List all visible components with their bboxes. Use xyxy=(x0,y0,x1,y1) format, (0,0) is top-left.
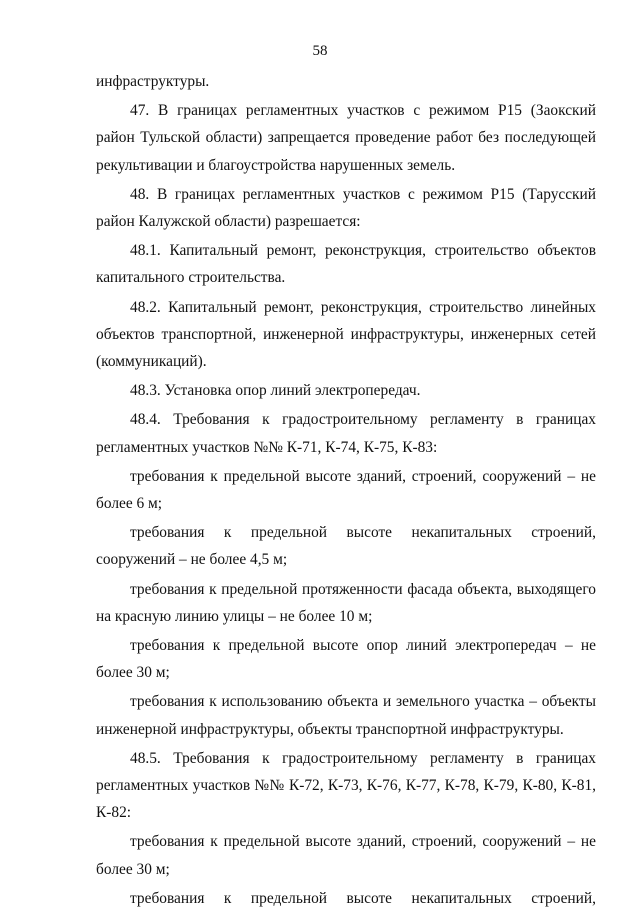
paragraph-48-2: 48.2. Капитальный ремонт, реконструкция, строительство линейных объектов транспортной, инженерной инфраструктуры, инженерных сетей (коммуникаций). xyxy=(96,298,596,371)
paragraph-47: 47. В границах регламентных участков с режимом Р15 (Заокский район Тульской области) запрещается проведение работ без последующей рекультивации и благоустройства нарушенных земель. xyxy=(96,102,596,174)
paragraph-48-1: 48.1. Капитальный ремонт, реконструкция, строительство объектов капитального строительства. xyxy=(96,242,596,287)
requirement-building-height: требования к предельной высоте зданий, строений, сооружений – не более 6 м; xyxy=(96,467,596,513)
requirement-temporary-height: требования к предельной высоте некапитальных строений, сооружений – не более 4,5 м; xyxy=(96,524,596,569)
requirement-land-use: требования к использованию объекта и земельного участка – объекты инженерной инфраструктуры, объекты транспортной инфраструктуры. xyxy=(96,693,596,738)
requirement-temporary-height-2: требования к предельной высоте некапитальных строений, xyxy=(130,889,596,907)
paragraph-48-4: 48.4. Требования к градостроительному регламенту в границах регламентных участков №№ К-71, К-74, К-75, К-83: xyxy=(96,411,596,456)
paragraph-48: 48. В границах регламентных участков с режимом Р15 (Тарусский район Калужской области) разрешается: xyxy=(96,185,596,231)
requirement-pole-height: требования к предельной высоте опор линий электропередач – не более 30 м; xyxy=(96,637,596,682)
document-body xyxy=(96,68,596,912)
page-number: 58 xyxy=(312,43,328,59)
paragraph-48-5: 48.5. Требования к градостроительному регламенту в границах регламентных участков №№ К-72, К-73, К-76, К-77, К-78, К-79, К-80, К-81, К-82: xyxy=(96,749,596,822)
requirement-facade-length: требования к предельной протяженности фасада объекта, выходящего на красную линию улицы – не более 10 м; xyxy=(96,580,596,625)
paragraph-48-3: 48.3. Установка опор линий электропередач. xyxy=(130,382,421,400)
paragraph-continuation: инфраструктуры. xyxy=(96,73,210,90)
requirement-building-height-2: требования к предельной высоте зданий, строений, сооружений – не более 30 м; xyxy=(96,833,596,878)
